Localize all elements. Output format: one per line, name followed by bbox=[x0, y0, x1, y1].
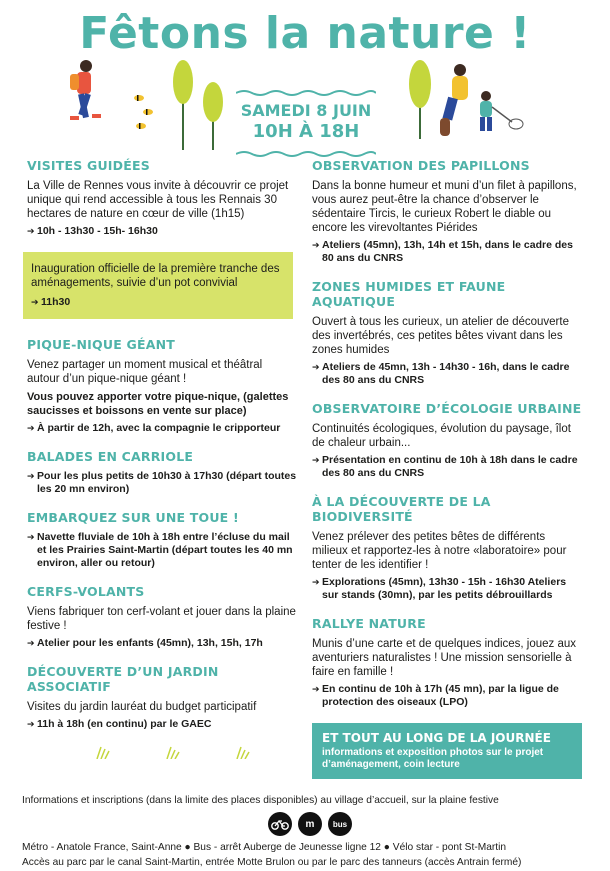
section-body: Venez prélever des petites bêtes de différents milieux et rapportez-les à notre «laboratoire» pour tenter de les identifier ! bbox=[312, 531, 567, 571]
section-info: ➔ Présentation en continu de 10h à 18h dans le cadre des 80 ans du CNRS bbox=[312, 454, 584, 480]
section-observatoire bbox=[312, 401, 584, 480]
metro-icon: m bbox=[298, 812, 322, 836]
left-column bbox=[27, 158, 297, 764]
section-body: Dans la bonne humeur et muni d’un filet à papillons, vous aurez peut-être la chance d’observer le sédentaire Tircis, le curieux Robert le diable ou encore les virevoltantes Piérides bbox=[312, 180, 577, 234]
section-rallye bbox=[312, 616, 584, 709]
section-body: Continuités écologiques, évolution du paysage, îlot de chaleur urbain... bbox=[312, 423, 571, 449]
section-info: ➔ 10h - 13h30 - 15h- 16h30 bbox=[27, 225, 297, 238]
section-title: VISITES GUIDÉES bbox=[27, 158, 150, 173]
inauguration-box bbox=[23, 252, 293, 319]
section-body-bold: Vous pouvez apporter votre pique-nique, (galettes saucisses et boissons en vente sur place) bbox=[27, 391, 289, 417]
section-info: ➔ 11h à 18h (en continu) par le GAEC bbox=[27, 718, 297, 731]
family-illustration bbox=[430, 62, 540, 142]
section-info: ➔ En continu de 10h à 17h (45 mn), par la ligue de protection des oiseaux (LPO) bbox=[312, 683, 584, 709]
section-info: ➔ 11h30 bbox=[31, 296, 285, 309]
section-info: ➔ Pour les plus petits de 10h30 à 17h30 (départ toutes les 20 mn environ) bbox=[27, 470, 297, 496]
footer bbox=[22, 795, 588, 870]
journee-title: ET TOUT AU LONG DE LA JOURNÉE bbox=[322, 731, 551, 745]
grass-decoration bbox=[87, 745, 287, 759]
footer-info: Informations et inscriptions (dans la limite des places disponibles) au village d’accueil, sur la plaine festive bbox=[22, 795, 499, 806]
section-embarquez bbox=[27, 510, 297, 570]
section-body: Venez partager un moment musical et théâtral autour d’un pique-nique géant ! bbox=[27, 359, 263, 385]
section-title: CERFS-VOLANTS bbox=[27, 584, 145, 599]
section-title: OBSERVATION DES PAPILLONS bbox=[312, 158, 530, 173]
footer-access: Accès au parc par le canal Saint-Martin, entrée Motte Brulon ou par le parc des tanneurs (accès Antrain fermé) bbox=[22, 857, 522, 868]
event-hours: 10H À 18H bbox=[252, 121, 360, 142]
footer-transport: Métro - Anatole France, Saint-Anne ● Bus - arrêt Auberge de Jeunesse ligne 12 ● Vélo star - pont St-Martin bbox=[22, 842, 507, 853]
section-body: Ouvert à tous les curieux, un atelier de découverte des invertébrés, ces petites bêtes vivant dans les zones humides bbox=[312, 316, 569, 356]
section-info: ➔ Navette fluviale de 10h à 18h entre l’écluse du mail et les Prairies Saint-Martin (départ toutes les 40 mn environ, aller ou retour) bbox=[27, 531, 297, 570]
section-body: Inauguration officielle de la première tranche des aménagements, suivie d’un pot convivial bbox=[31, 263, 280, 289]
right-column bbox=[312, 158, 584, 779]
section-info: ➔ Explorations (45mn), 13h30 - 15h - 16h30 Ateliers sur stands (30mn), par les petits débrouillards bbox=[312, 576, 584, 602]
section-zones bbox=[312, 279, 584, 387]
section-jardin bbox=[27, 664, 297, 731]
section-papillons bbox=[312, 158, 584, 265]
section-visites bbox=[27, 158, 297, 238]
wave-decoration bbox=[236, 150, 376, 158]
section-title: À LA DÉCOUVERTE DE LA BIODIVERSITÉ bbox=[312, 494, 491, 524]
section-info: ➔ À partir de 12h, avec la compagnie le cripporteur bbox=[27, 422, 297, 435]
journee-body: informations et exposition photos sur le projet d’aménagement, coin lecture bbox=[322, 747, 544, 770]
poster-title: Fêtons la nature ! bbox=[79, 8, 531, 59]
wave-decoration bbox=[236, 89, 376, 97]
section-title: PIQUE-NIQUE GÉANT bbox=[27, 337, 175, 352]
section-title: BALADES EN CARRIOLE bbox=[27, 449, 194, 464]
bees-illustration bbox=[133, 92, 155, 134]
section-body: Viens fabriquer ton cerf-volant et jouer dans la plaine festive ! bbox=[27, 606, 296, 632]
event-day: SAMEDI 8 JUIN bbox=[240, 101, 372, 120]
section-title: RALLYE NATURE bbox=[312, 616, 426, 631]
section-title: OBSERVATOIRE D’ÉCOLOGIE URBAINE bbox=[312, 401, 582, 416]
section-title: ZONES HUMIDES ET FAUNE AQUATIQUE bbox=[312, 279, 506, 309]
section-info: ➔ Ateliers de 45mn, 13h - 14h30 - 16h, dans le cadre des 80 ans du CNRS bbox=[312, 361, 584, 387]
bike-icon bbox=[268, 812, 292, 836]
walker-illustration bbox=[60, 58, 110, 128]
trees-left-illustration bbox=[172, 60, 228, 152]
section-title: DÉCOUVERTE D’UN JARDIN ASSOCIATIF bbox=[27, 664, 219, 694]
section-piquenique bbox=[27, 337, 297, 435]
section-title: EMBARQUEZ SUR UNE TOUE ! bbox=[27, 510, 239, 525]
section-biodiversite bbox=[312, 494, 584, 602]
section-info: ➔ Atelier pour les enfants (45mn), 13h, 15h, 17h bbox=[27, 637, 297, 650]
section-body: La Ville de Rennes vous invite à découvrir ce projet unique qui rend accessible à tous les Rennais 30 hectares de nature en cœur de ville (1h15) bbox=[27, 180, 289, 220]
section-body: Visites du jardin lauréat du budget participatif bbox=[27, 701, 257, 713]
section-balades bbox=[27, 449, 297, 496]
journee-box bbox=[312, 723, 582, 779]
bus-icon: bus bbox=[328, 812, 352, 836]
section-info: ➔ Ateliers (45mn), 13h, 14h et 15h, dans le cadre des 80 ans du CNRS bbox=[312, 239, 584, 265]
section-cerfs bbox=[27, 584, 297, 650]
section-body: Munis d’une carte et de quelques indices, jouez aux aventuriers naturalistes ! Une mission sensorielle à faire en famille ! bbox=[312, 638, 577, 678]
event-date bbox=[226, 82, 386, 162]
transport-icons bbox=[22, 812, 588, 836]
